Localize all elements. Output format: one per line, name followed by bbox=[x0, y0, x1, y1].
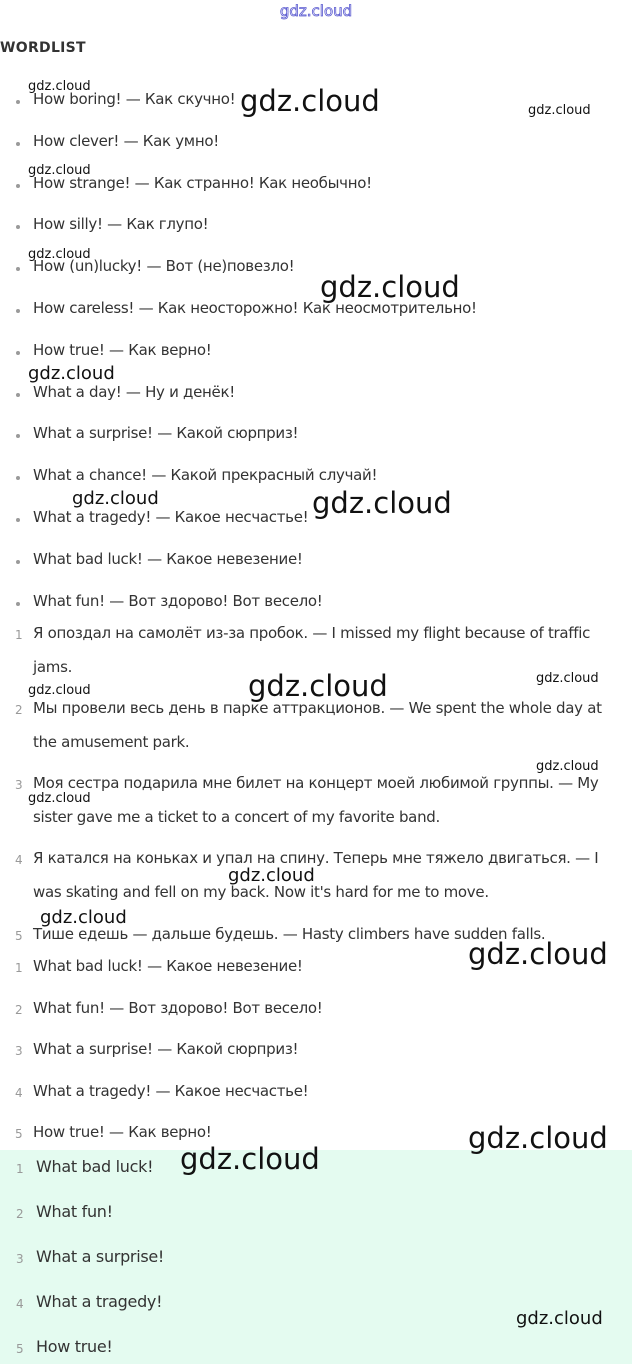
wordlist-item: How (un)lucky! — Вот (не)повезло! bbox=[33, 257, 295, 276]
answer-number: 4 bbox=[16, 1297, 24, 1311]
sentence-line: the amusement park. bbox=[33, 733, 190, 751]
answer-number: 3 bbox=[16, 1252, 24, 1266]
watermark-text: gdz.cloud bbox=[28, 79, 91, 94]
answer-item: What a surprise! bbox=[36, 1247, 165, 1266]
match-item: What bad luck! — Какое невезение! bbox=[33, 957, 303, 975]
watermark-text: gdz.cloud bbox=[536, 671, 599, 686]
wordlist-item: How boring! — Как скучно! bbox=[33, 90, 236, 108]
watermark-text: gdz.cloud bbox=[28, 791, 91, 806]
wordlist-item: What a surprise! — Какой сюрприз! bbox=[33, 424, 299, 443]
watermark-text: gdz.cloud bbox=[536, 759, 599, 774]
bullet-icon bbox=[16, 393, 20, 397]
item-number: 3 bbox=[15, 1044, 23, 1058]
watermark-text: gdz.cloud bbox=[228, 865, 315, 886]
page-title: WORDLIST bbox=[0, 40, 86, 56]
bullet-icon bbox=[16, 518, 20, 522]
answer-item: What fun! bbox=[36, 1202, 113, 1221]
wordlist-item: How clever! — Как умно! bbox=[33, 131, 219, 150]
wordlist-item: What bad luck! — Какое невезение! bbox=[33, 549, 303, 568]
item-number: 5 bbox=[15, 929, 23, 943]
bullet-icon bbox=[16, 100, 20, 104]
wordlist-item: How true! — Как верно! bbox=[33, 340, 212, 359]
item-number: 4 bbox=[15, 853, 23, 867]
wordlist-item: How strange! — Как странно! Как необычно! bbox=[33, 173, 372, 192]
answer-number: 5 bbox=[16, 1342, 24, 1356]
answer-number: 2 bbox=[16, 1207, 24, 1221]
match-item: What fun! — Вот здорово! Вот весело! bbox=[33, 998, 323, 1017]
bullet-icon bbox=[16, 267, 20, 271]
sentence-line: Я катался на коньках и упал на спину. Теперь мне тяжело двигаться. — I bbox=[33, 849, 599, 867]
watermark-text: gdz.cloud bbox=[320, 270, 460, 304]
watermark-text: gdz.cloud bbox=[180, 1142, 320, 1176]
answer-item: What bad luck! bbox=[36, 1157, 154, 1176]
watermark-text: gdz.cloud bbox=[72, 488, 159, 509]
sentence-line: sister gave me a ticket to a concert of my favorite band. bbox=[33, 808, 440, 826]
sentence-line: Я опоздал на самолёт из-за пробок. — I missed my flight because of traffic bbox=[33, 624, 591, 642]
item-number: 2 bbox=[15, 1002, 23, 1017]
sentence-line: jams. bbox=[33, 658, 73, 676]
item-number: 1 bbox=[15, 628, 23, 642]
item-number: 5 bbox=[15, 1127, 23, 1141]
sentence-line: Мы провели весь день в парке аттракционов. — We spent the whole day at bbox=[33, 699, 602, 717]
bullet-icon bbox=[16, 434, 20, 438]
watermark-text: gdz.cloud bbox=[312, 486, 452, 520]
wordlist-item: What fun! — Вот здорово! Вот весело! bbox=[33, 591, 323, 610]
watermark-text: gdz.cloud bbox=[28, 363, 115, 384]
watermark-text: gdz.cloud bbox=[28, 247, 91, 262]
item-number: 1 bbox=[15, 961, 23, 975]
item-number: 4 bbox=[15, 1085, 23, 1100]
wordlist-item: How silly! — Как глупо! bbox=[33, 215, 209, 234]
sentence-line: Тише едешь — дальше будешь. — Hasty climbers have sudden falls. bbox=[33, 925, 546, 943]
watermark-text: gdz.cloud bbox=[248, 669, 388, 703]
watermark-text: gdz.cloud bbox=[516, 1308, 603, 1329]
bullet-icon bbox=[16, 351, 20, 355]
wordlist-item: What a chance! — Какой прекрасный случай! bbox=[33, 466, 378, 485]
answer-item: What a tragedy! bbox=[36, 1292, 163, 1311]
item-number: 2 bbox=[15, 703, 23, 717]
bullet-icon bbox=[16, 184, 20, 188]
wordlist-item: How careless! — Как неосторожно! Как неосмотрительно! bbox=[33, 299, 477, 317]
wordlist-item: What a tragedy! — Какое несчастье! bbox=[33, 508, 309, 526]
match-item: How true! — Как верно! bbox=[33, 1123, 212, 1141]
watermark-text: gdz.cloud bbox=[28, 163, 91, 178]
watermark-text: gdz.cloud bbox=[528, 103, 591, 118]
bullet-icon bbox=[16, 560, 20, 564]
site-watermark-top: gdz.cloud bbox=[279, 2, 353, 20]
bullet-icon bbox=[16, 476, 20, 480]
bullet-icon bbox=[16, 602, 20, 606]
wordlist-item: What a day! — Ну и денёк! bbox=[33, 382, 235, 401]
item-number: 3 bbox=[15, 778, 23, 792]
answer-number: 1 bbox=[16, 1162, 24, 1176]
watermark-text: gdz.cloud bbox=[468, 1121, 608, 1155]
sentence-line: was skating and fell on my back. Now it's hard for me to move. bbox=[33, 883, 489, 901]
bullet-icon bbox=[16, 142, 20, 146]
bullet-icon bbox=[16, 225, 20, 229]
watermark-text: gdz.cloud bbox=[468, 937, 608, 971]
sentence-line: Моя сестра подарила мне билет на концерт моей любимой группы. — My bbox=[33, 774, 599, 792]
watermark-text: gdz.cloud bbox=[28, 683, 91, 698]
watermark-text: gdz.cloud bbox=[40, 907, 127, 928]
match-item: What a tragedy! — Какое несчастье! bbox=[33, 1081, 309, 1100]
answer-item: How true! bbox=[36, 1337, 113, 1356]
match-item: What a surprise! — Какой сюрприз! bbox=[33, 1040, 299, 1058]
bullet-icon bbox=[16, 309, 20, 313]
watermark-text: gdz.cloud bbox=[240, 84, 380, 118]
